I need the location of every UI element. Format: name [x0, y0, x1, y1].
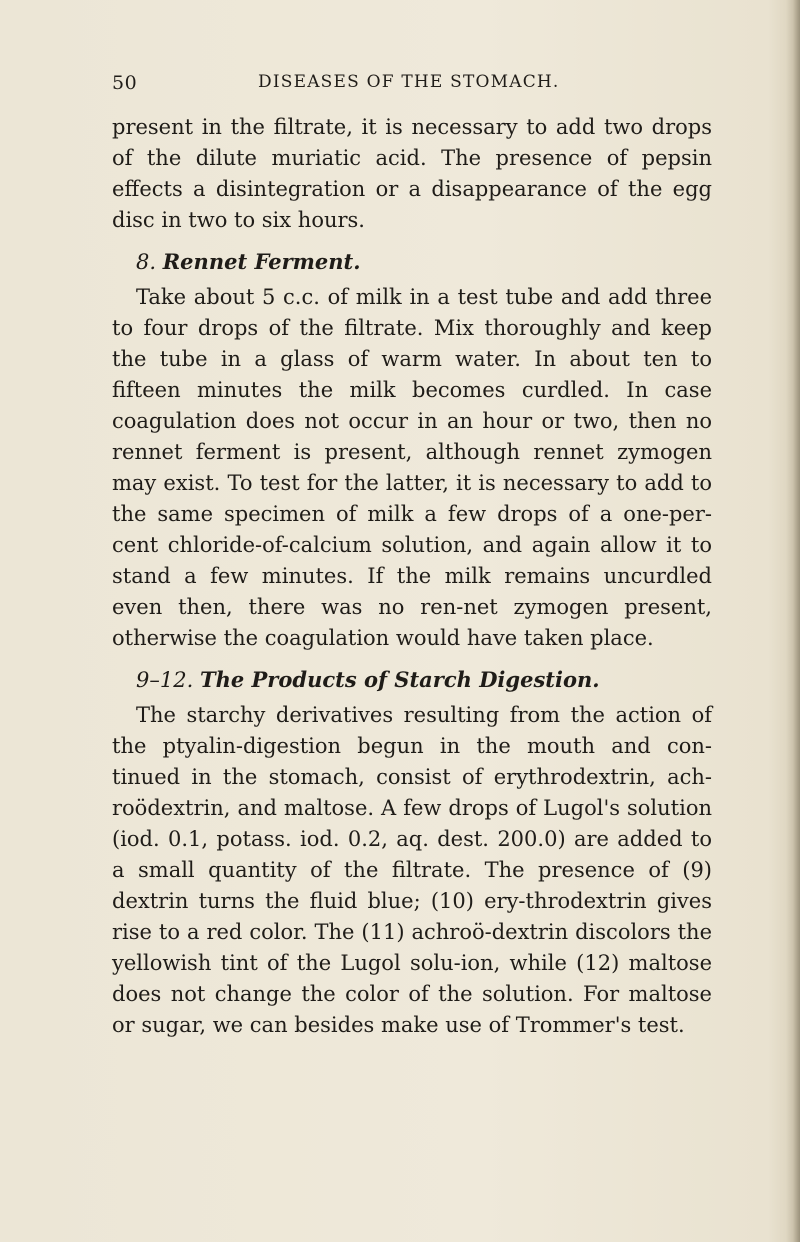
page-edge-shadow — [786, 0, 800, 1242]
section-title: The Products of Starch Digestion. — [199, 667, 600, 692]
section-heading-starch — [112, 664, 712, 696]
paragraph-rennet: Take about 5 c.c. of milk in a test tube and add three to four drops of the filtrate. Mix thoroughly and keep the tube in a glass of warm water. In about ten to fifteen minutes the milk becomes curdled. In case coagulation does not occur in an hour or two, then no rennet ferment is present, although rennet zymogen may exist. To test for the latter, it is necessary to add to the same specimen of milk a few drops of a one-per-cent chloride-of-calcium solution, and again allow it to stand a few minutes. If the milk remains uncurdled even then, there was no ren-net zymogen present, otherwise the coagulation would have taken place. — [112, 285, 712, 650]
section-title: Rennet Ferment. — [162, 249, 361, 274]
paragraph-starch: The starchy derivatives resulting from the action of the ptyalin-digestion begun in the mouth and con-tinued in the stomach, consist of erythrodextrin, ach-roödextrin, and maltose. A few drops of Lugol's solution (iod. 0.1, potass. iod. 0.2, aq. dest. 200.0) are added to a small quantity of the filtrate. The presence of (9) dextrin turns the fluid blue; (10) ery-throdextrin gives rise to a red color. The (11) achroö-dextrin discolors the yellowish tint of the Lugol solu-ion, while (12) maltose does not change the color of the solution. For maltose or sugar, we can besides make use of Trommer's test. — [112, 703, 712, 1037]
paragraph-pepsin-continued: present in the filtrate, it is necessary to add two drops of the dilute muriatic acid. The presence of pepsin effects a disintegration or a disappearance of the egg disc in two to six hours. — [112, 115, 712, 232]
section-number: 8. — [136, 250, 157, 274]
running-head: DISEASES OF THE STOMACH. — [258, 72, 560, 92]
body-text — [112, 112, 712, 1041]
page-header — [112, 72, 712, 102]
section-number: 9–12. — [136, 668, 194, 692]
section-heading-rennet — [112, 246, 712, 278]
page-number: 50 — [112, 72, 138, 94]
